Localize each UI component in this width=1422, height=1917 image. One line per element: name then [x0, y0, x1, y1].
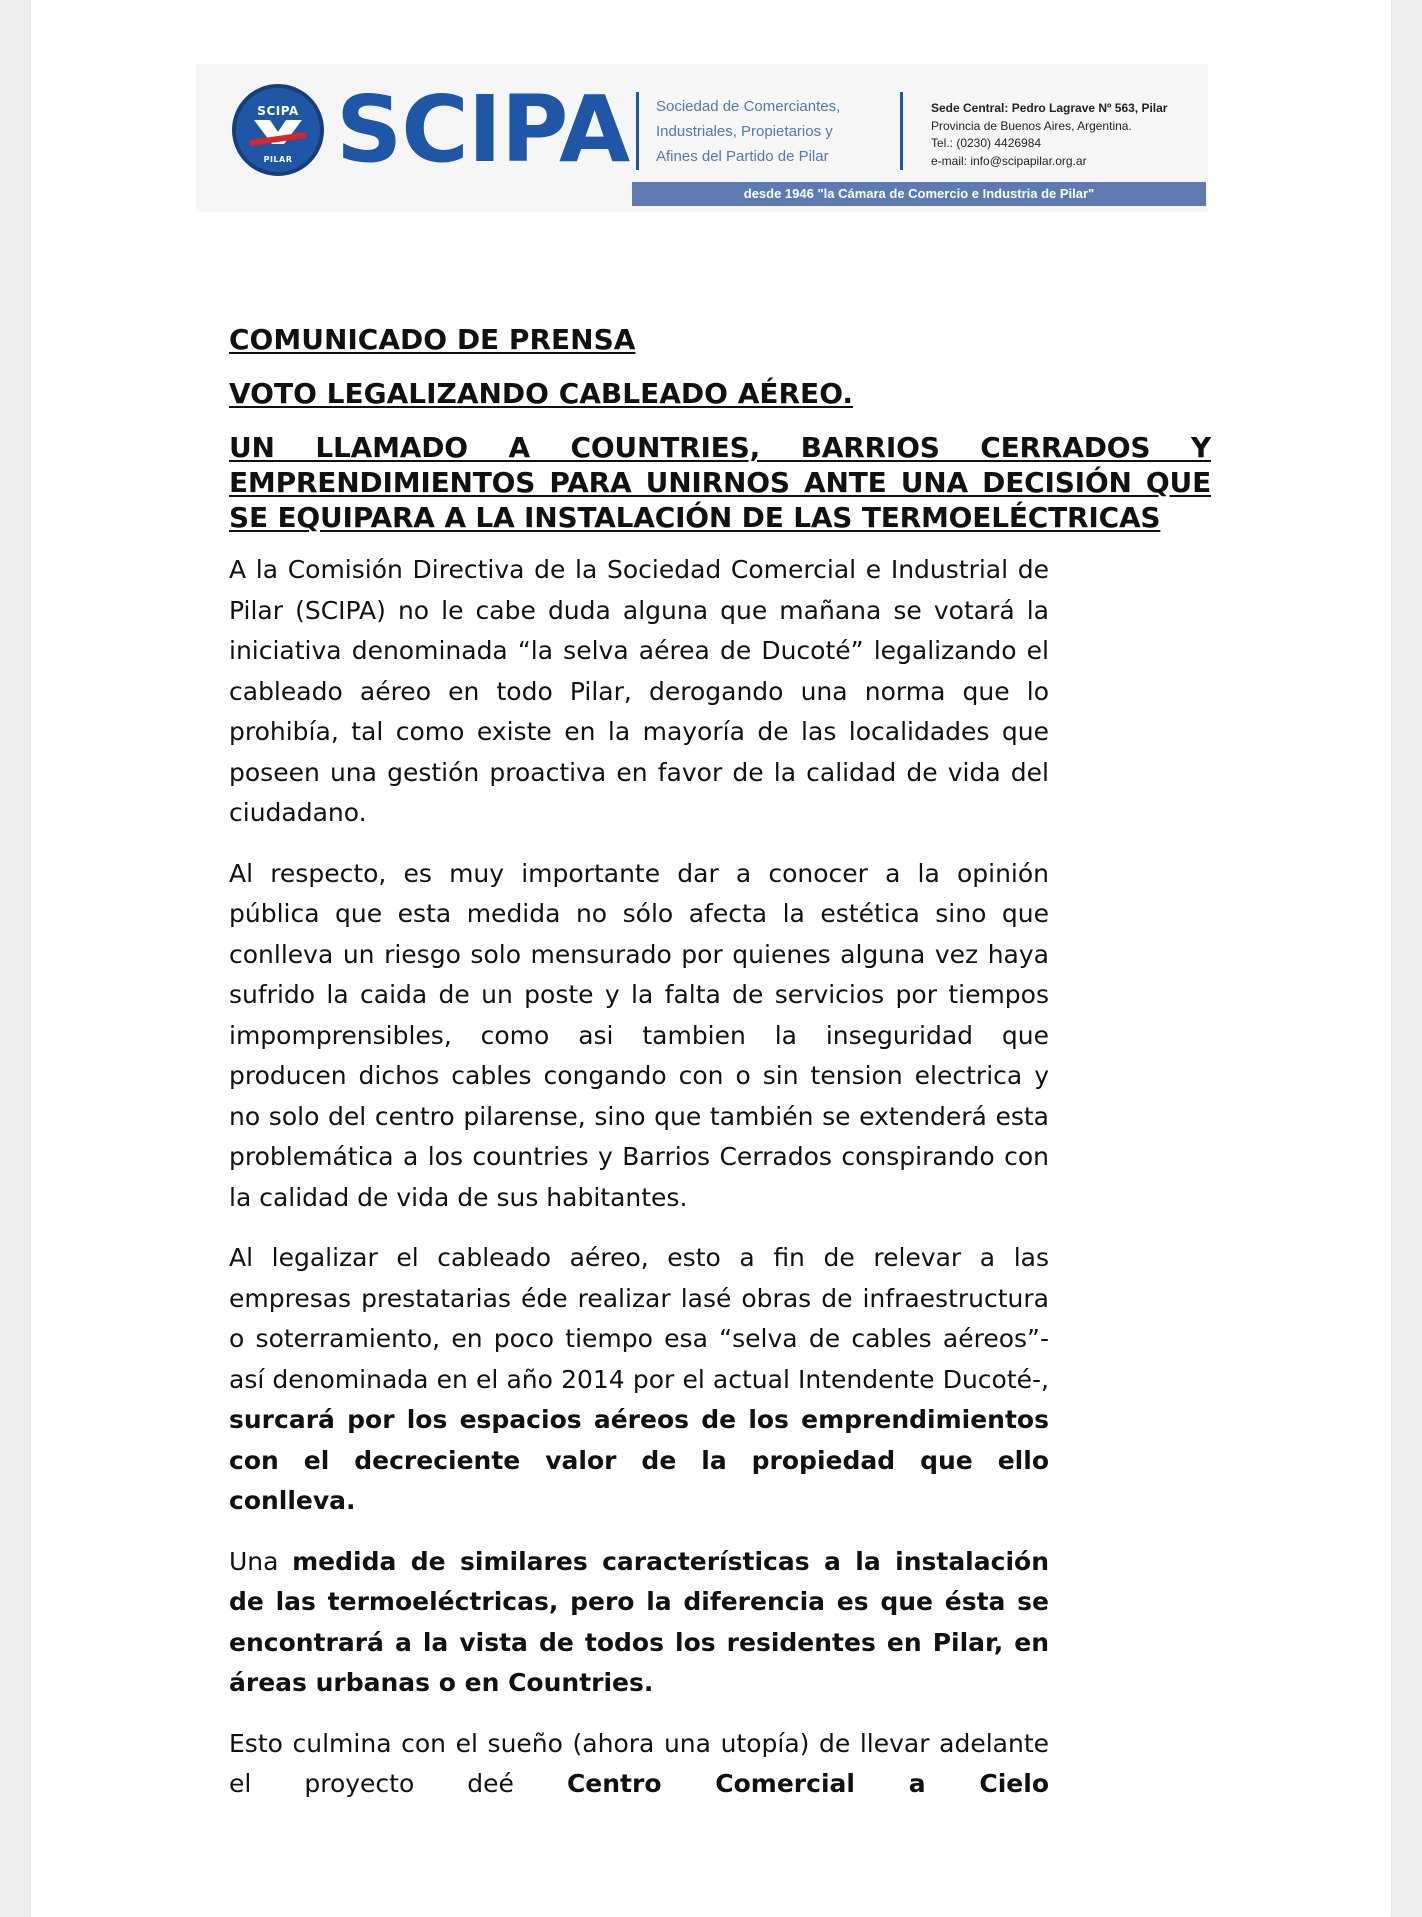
org-line: Industriales, Propietarios y [656, 123, 833, 140]
contact-line: e-mail: info@scipapilar.org.ar [931, 153, 1087, 168]
organization-name [656, 94, 891, 169]
seal-mark-icon [250, 114, 306, 154]
call-to-action-heading: UN LLAMADO A COUNTRIES, BARRIOS CERRADOS Y EMPRENDIMIENTOS PARA UNIRNOS ANTE UNA DECISIÓN QUE SE EQUIPARA A LA INSTALACIÓN DE LAS TERMOELÉCTRICAS [229, 431, 1211, 534]
paragraph: A la Comisión Directiva de la Sociedad Comercial e Industrial de Pilar (SCIPA) no le cabe duda alguna que mañana se votará la iniciativa denominada “la selva aérea de Ducoté” legalizando el cableado aéreo en todo Pilar, derogando una norma que lo prohibía, tal como existe en la mayoría de las localidades que poseen una gestión proactiva en favor de la calidad de vida del ciudadano. [229, 555, 1049, 827]
paragraph [229, 1724, 1049, 1805]
contact-line: Sede Central: Pedro Lagrave Nº 563, Pilar [931, 101, 1168, 115]
contact-line: Tel.: (0230) 4426984 [931, 136, 1042, 150]
press-release-heading: COMUNICADO DE PRENSA [229, 323, 636, 356]
paragraph-text: Al legalizar el cableado aéreo, esto a fin de relevar a las empresas prestatarias éde realizar lasé obras de infraestructura o soterramiento, en poco tiempo esa “selva de cables aéreos”- así denominada en el año 2014 por el actual Intendente Ducoté-, [229, 1243, 1049, 1394]
paragraph-bold-text: medida de similares características a la instalación de las termoeléctricas, pero la diferencia es que ésta se encontrará a la vista de todos los residentes en Pilar, en áreas urbanas o en Countries. [229, 1546, 1049, 1697]
org-line: Sociedad de Comerciantes, [656, 98, 841, 115]
paragraph-text: Una [229, 1546, 293, 1576]
contact-info [931, 100, 1206, 170]
seal-top-text: SCIPA [257, 104, 299, 118]
paragraph-bold-text: surcará por los espacios aéreos de los emprendimientos con el decreciente valor de la propiedad que ello conlleva. [229, 1405, 1049, 1515]
paragraph [229, 1238, 1049, 1522]
contact-line: Provincia de Buenos Aires, Argentina. [931, 118, 1132, 133]
scipa-seal-logo [232, 84, 324, 176]
letterhead-divider [900, 92, 903, 170]
paragraph-text: Esto culmina con el sueño (ahora una utopía) de llevar adelante el proyecto deé [229, 1728, 1049, 1798]
org-line: Afines del Partido de Pilar [656, 148, 829, 165]
tagline-banner: desde 1946 "la Cámara de Comercio e Industria de Pilar" [632, 182, 1206, 206]
paragraph: Al respecto, es muy importante dar a conocer a la opinión pública que esta medida no sólo afecta la estética sino que conlleva un riesgo solo mensurado por quienes alguna vez haya sufrido la caida de un poste y la falta de servicios por tiempos impomprensibles, como asi tambien la inseguridad que producen dichos cables congando con o sin tension electrica y no solo del centro pilarense, sino que también se extenderá esta problemática a los countries y Barrios Cerrados conspirando con la calidad de vida de sus habitantes. [229, 858, 1049, 1212]
document-body [229, 550, 1049, 1825]
seal-bottom-text: PILAR [263, 155, 293, 164]
letterhead [196, 64, 1208, 212]
subject-heading: VOTO LEGALIZANDO CABLEADO AÉREO. [229, 377, 854, 410]
paragraph-bold-text: Centro Comercial a Cielo [566, 1769, 1049, 1798]
paragraph [229, 1542, 1049, 1704]
letterhead-divider [636, 92, 639, 170]
brand-wordmark: SCIPA [336, 76, 630, 183]
